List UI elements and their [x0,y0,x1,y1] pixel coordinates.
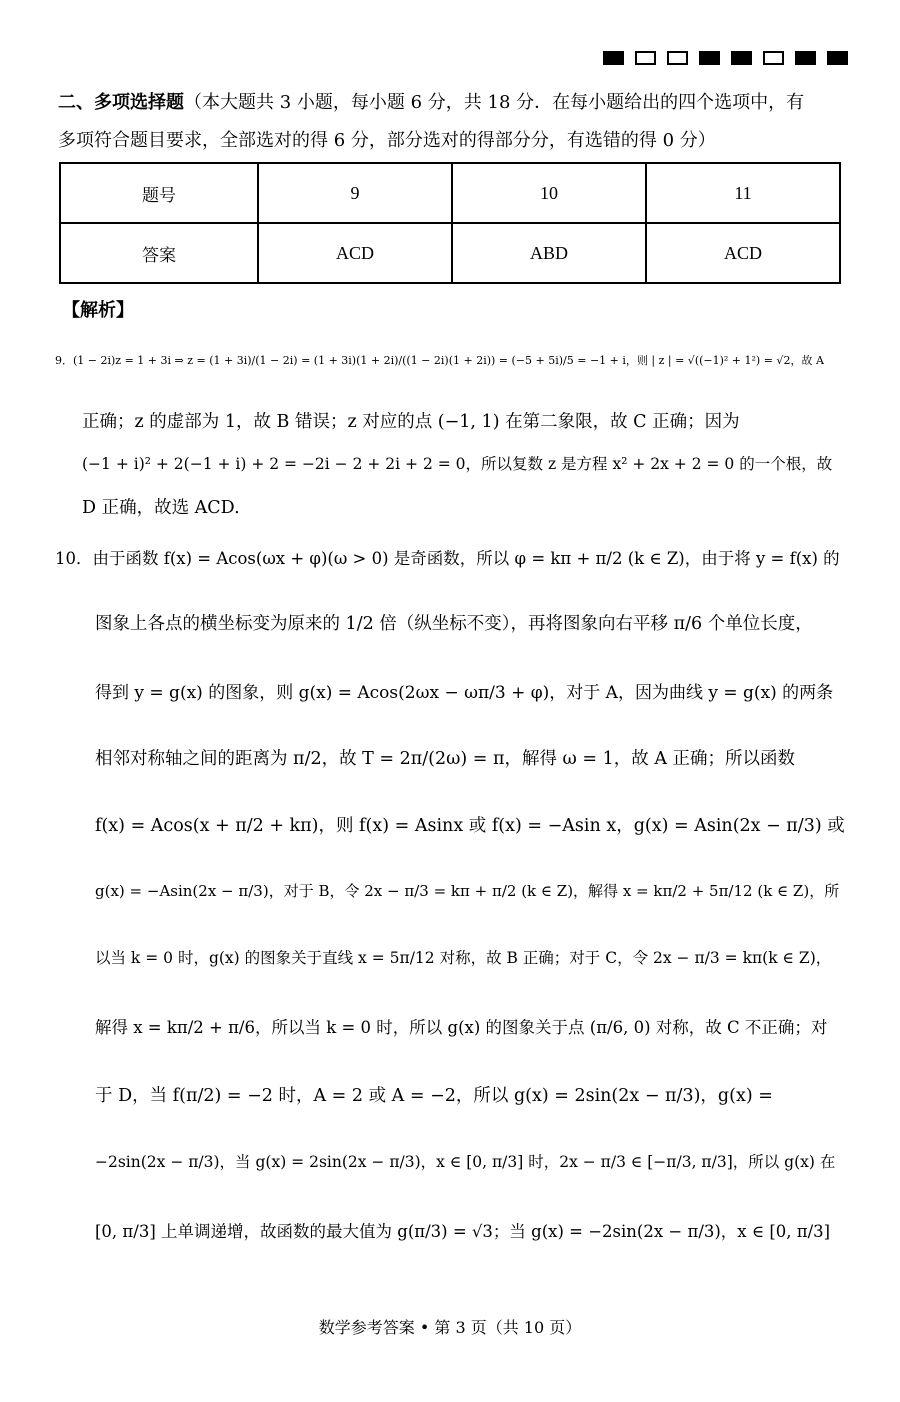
section-title: 二、多项选择题 [58,92,184,113]
mark-empty [763,51,784,65]
table-cell: 题号 [60,163,258,223]
table-cell: 11 [646,163,840,223]
answer-table [59,162,841,284]
page-footer: 数学参考答案 • 第 3 页（共 10 页） [318,1318,582,1337]
solution-line: 相邻对称轴之间的距离为 π/2，故 T = 2π/(2ω) = π，解得 ω = 1，故 A 正确；所以函数 [95,749,796,769]
analysis-label: 【解析】 [62,300,134,321]
mark-filled [731,51,752,65]
solution-line: 解得 x = kπ/2 + π/6，所以当 k = 0 时，所以 g(x) 的图象关于点 (π/6, 0) 对称，故 C 不正确；对 [95,1018,828,1037]
solution-line: (−1 + i)² + 2(−1 + i) + 2 = −2i − 2 + 2i + 2 = 0，所以复数 z 是方程 x² + 2x + 2 = 0 的一个根，故 [82,455,833,473]
mark-filled [827,51,848,65]
solution-line: 正确；z 的虚部为 1，故 B 错误；z 对应的点 (−1, 1) 在第二象限，故 C 正确；因为 [82,412,740,432]
section-desc-1: （本大题共 3 小题，每小题 6 分，共 18 分．在每小题给出的四个选项中，有 [184,92,805,113]
table-cell: ACD [258,223,452,283]
section-desc-2: 多项符合题目要求，全部选对的得 6 分，部分选对的得部分分，有选错的得 0 分） [58,130,716,151]
solution-line: D 正确，故选 ACD. [82,498,240,518]
table-row [60,223,840,283]
mark-filled [795,51,816,65]
solution-line: 以当 k = 0 时，g(x) 的图象关于直线 x = 5π/12 对称，故 B 正确；对于 C，令 2x − π/3 = kπ(k ∈ Z)， [95,949,832,967]
mark-filled [603,51,624,65]
solution-line: 9．(1 − 2i)z = 1 + 3i ⇒ z = (1 + 3i)/(1 − 2i) = (1 + 3i)(1 + 2i)/((1 − 2i)(1 + 2i)) = (−5 + 5i)/5 = −1 + i，则 | z | = √((−1)² + 1²) = √2，故 A [55,354,824,367]
solution-line: [0, π/3] 上单调递增，故函数的最大值为 g(π/3) = √3；当 g(x) = −2sin(2x − π/3)，x ∈ [0, π/3] [95,1222,831,1241]
mark-empty [667,51,688,65]
table-cell: 9 [258,163,452,223]
section-header [58,84,848,160]
mark-filled [699,51,720,65]
solution-line: g(x) = −Asin(2x − π/3)，对于 B，令 2x − π/3 = kπ + π/2 (k ∈ Z)，解得 x = kπ/2 + 5π/12 (k ∈ Z)，所 [95,882,840,900]
mark-empty [635,51,656,65]
table-row [60,163,840,223]
solution-line: f(x) = Acos(x + π/2 + kπ)，则 f(x) = Asinx 或 f(x) = −Asin x，g(x) = Asin(2x − π/3) 或 [95,816,845,836]
table-cell: 答案 [60,223,258,283]
solution-line: −2sin(2x − π/3)，当 g(x) = 2sin(2x − π/3)，x ∈ [0, π/3] 时，2x − π/3 ∈ [−π/3, π/3]，所以 g(x) 在 [95,1153,836,1171]
header-marks [603,51,848,65]
table-cell: ABD [452,223,646,283]
solution-line: 图象上各点的横坐标变为原来的 1/2 倍（纵坐标不变），再将图象向右平移 π/6 个单位长度， [95,614,813,634]
table-cell: 10 [452,163,646,223]
solution-line: 于 D，当 f(π/2) = −2 时，A = 2 或 A = −2，所以 g(x) = 2sin(2x − π/3)，g(x) = [95,1086,773,1106]
solution-line: 10．由于函数 f(x) = Acos(ωx + φ)(ω > 0) 是奇函数，所以 φ = kπ + π/2 (k ∈ Z)，由于将 y = f(x) 的 [55,549,840,568]
table-cell: ACD [646,223,840,283]
solution-line: 得到 y = g(x) 的图象，则 g(x) = Acos(2ωx − ωπ/3 + φ)，对于 A，因为曲线 y = g(x) 的两条 [95,683,834,703]
